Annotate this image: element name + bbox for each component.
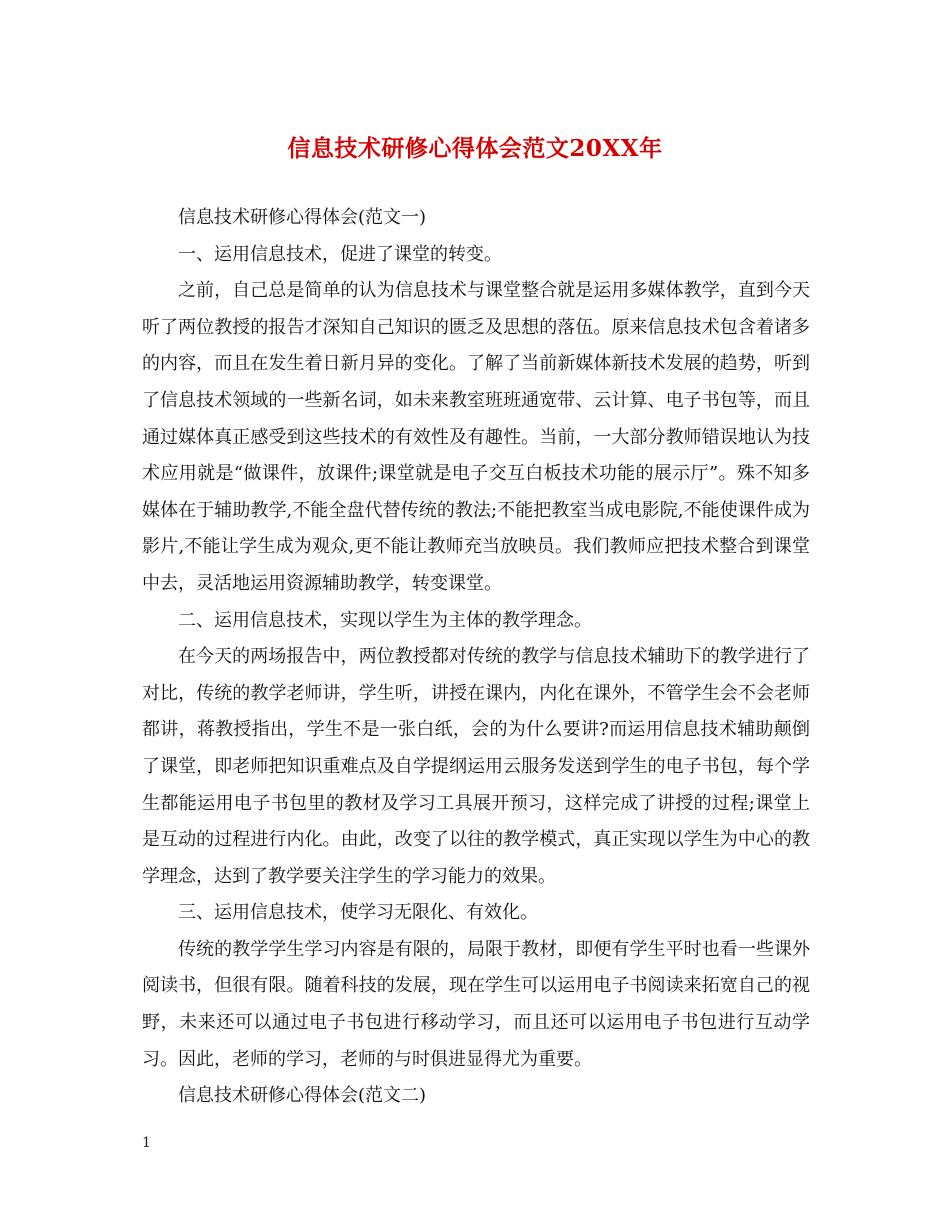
- point-one-paragraph: 之前，自己总是简单的认为信息技术与课堂整合就是运用多媒体教学，直到今天听了两位教授的报告才深知自己知识的匮乏及思想的落伍。原来信息技术包含着诸多的内容，而且在发生着日新月异的变化。了解了当前新媒体新技术发展的趋势，听到了信息技术领域的一些新名词，如未来教室班班通宽带、云计算、电子书包等，而且通过媒体真正感受到这些技术的有效性及有趣性。当前，一大部分教师错误地认为技术应用就是“做课件，放课件;课堂就是电子交互白板技术功能的展示厅”。殊不知多媒体在于辅助教学,不能全盘代替传统的教法;不能把教室当成电影院,不能使课件成为影片,不能让学生成为观众,更不能让教师充当放映员。我们教师应把技术整合到课堂中去，灵活地运用资源辅助教学，转变课堂。: [142, 280, 810, 594]
- point-one-heading: 一、运用信息技术，促进了课堂的转变。: [178, 243, 502, 265]
- section-heading-sample-one: 信息技术研修心得体会(范文一): [178, 207, 427, 228]
- point-two-paragraph: 在今天的两场报告中，两位教授都对传统的教学与信息技术辅助下的教学进行了对比，传统的教学老师讲，学生听，讲授在课内，内化在课外，不管学生会不会老师都讲，蒋教授指出，学生不是一张白纸，会的为什么要讲?而运用信息技术辅助颠倒了课堂，即老师把知识重难点及自学提纲运用云服务发送到学生的电子书包，每个学生都能运用电子书包里的教材及学习工具展开预习，这样完成了讲授的过程;课堂上是互动的过程进行内化。由此，改变了以往的教学模式，真正实现以学生为中心的教学理念，达到了教学要关注学生的学习能力的效果。: [142, 646, 810, 887]
- point-three-paragraph: 传统的教学学生学习内容是有限的，局限于教材，即便有学生平时也看一些课外阅读书，但很有限。随着科技的发展，现在学生可以运用电子书阅读来拓宽自己的视野，未来还可以通过电子书包进行移动学习，而且还可以运用电子书包进行互动学习。因此，老师的学习，老师的与时俱进显得尤为重要。: [142, 938, 810, 1070]
- document-body: [142, 200, 810, 1115]
- document-title: 信息技术研修心得体会范文20XX年: [287, 135, 663, 162]
- page-number: 1: [142, 1135, 151, 1151]
- point-three-heading: 三、运用信息技术，使学习无限化、有效化。: [178, 902, 538, 924]
- section-heading-sample-two: 信息技术研修心得体会(范文二): [178, 1085, 427, 1107]
- point-two-heading: 二、运用信息技术，实现以学生为主体的教学理念。: [178, 609, 592, 631]
